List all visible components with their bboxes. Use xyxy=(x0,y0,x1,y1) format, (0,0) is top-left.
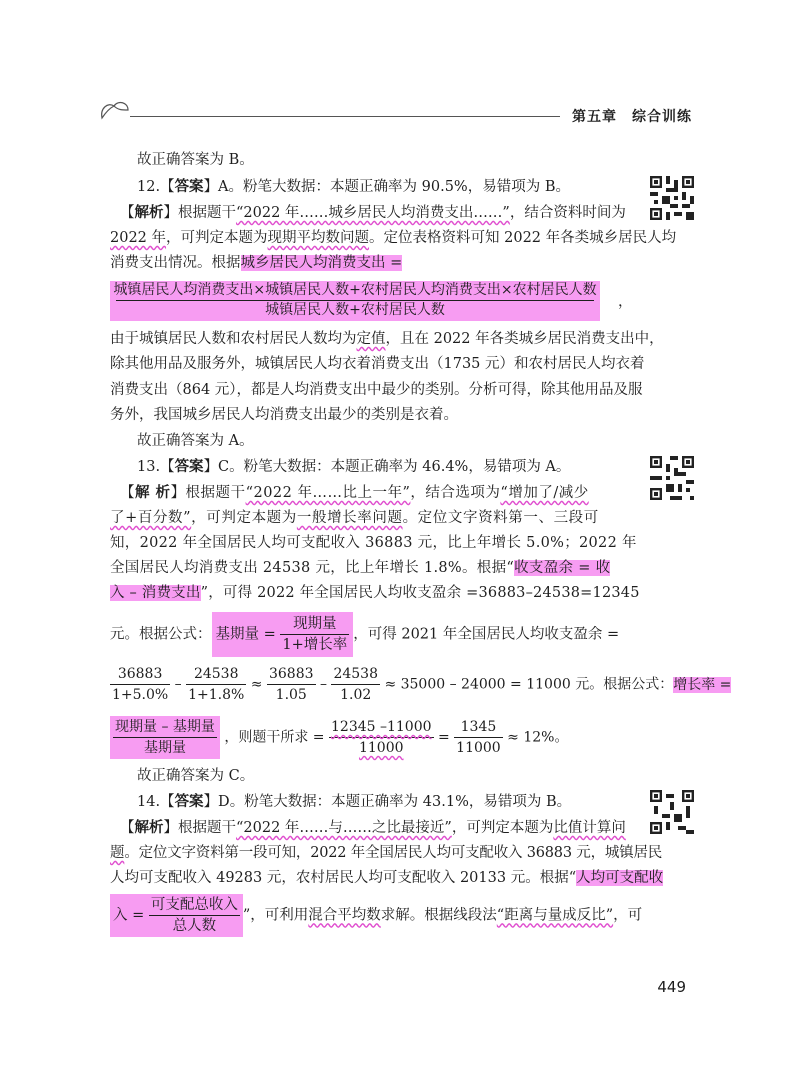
q12-conclusion: 故正确答案为 A。 xyxy=(137,433,254,449)
q13-analysis-line-6: 元。根据公式： 基期量 = $\frac{\text{现期量}}{\text{1+增长率}}$ ，可得 2021 年全国居民人均收支盈余 = xyxy=(110,612,619,658)
q12-analysis-line-1: 【解析】根据题干“2022 年……城乡居民人均消费支出……”，结合资料时间为 xyxy=(120,205,626,221)
comma: ， xyxy=(618,294,633,310)
q13-calculation-line: $\frac{36883}{1+5.0\%}$ – $\frac{24538}{1+1.8\%}$ ≈ $\frac{36883}{1.05}$ – $\frac{24538}{1.02}$ ≈ 35000 – 24000 = 11000 元。根据公式：增长率 = xyxy=(112,666,732,703)
q13-conclusion: 故正确答案为 C。 xyxy=(137,768,255,784)
qr-code-icon[interactable] xyxy=(650,456,694,500)
q12-answer: 12.【答案】A。粉笔大数据：本题正确率为 90.5%，易错项为 B。 xyxy=(137,179,570,195)
q12-analysis-line-4: 由于城镇居民人数和农村居民人数均为定值，且在 2022 年各类城乡居民消费支出中， xyxy=(110,331,664,347)
q14-analysis-line-2: 题。定位文字资料第一段可知，2022 年全国居民人均可支配收入 36883 元，城镇居民 xyxy=(110,845,663,861)
formula-numerator: 城镇居民人均消费支出×城镇居民人数+农村居民人均消费支出×农村居民人数 xyxy=(113,282,597,298)
formula-denominator: 城镇居民人数+农村居民人数 xyxy=(116,300,594,320)
q14-analysis-line-4: 入 = $\frac{\text{可支配总收入}}{\text{总人数}}$ ”，可利用混合平均数求解。根据线段法“距离与量成反比”，可 xyxy=(110,894,642,936)
q13-answer: 13.【答案】C。粉笔大数据：本题正确率为 46.4%，易错项为 A。 xyxy=(137,459,571,475)
q13-analysis-line-2: 了+百分数”，可判定本题为一般增长率问题。定位文字资料第一、三段可 xyxy=(110,510,599,526)
page-number: 449 xyxy=(657,978,686,996)
per-capita-income-formula: 入 = $\frac{\text{可支配总收入}}{\text{总人数}}$ xyxy=(110,894,243,937)
q11-conclusion: 故正确答案为 B。 xyxy=(137,152,254,168)
q12-analysis-line-6: 消费支出（864 元），都是人均消费支出中最少的类别。分析可得，除其他用品及服 xyxy=(110,382,643,398)
q13-analysis-line-3: 知，2022 年全国居民人均可支配收入 36883 元，比上年增长 5.0%；2022 年 xyxy=(110,535,637,551)
header-rule xyxy=(130,116,560,117)
q12-weighted-average-formula xyxy=(110,281,600,320)
q12-analysis-line-5: 除其他用品及服务外，城镇居民人均衣着消费支出（1735 元）和农村居民人均衣着 xyxy=(110,356,645,372)
q12-analysis-line-7: 务外，我国城乡居民人均消费支出最少的类别是衣着。 xyxy=(110,407,458,423)
qr-code-icon[interactable] xyxy=(650,790,694,834)
q14-analysis-line-1: 【解析】根据题干“2022 年……与……之比最接近”，可判定本题为比值计算问 xyxy=(120,820,626,836)
q13-analysis-line-1: 【解 析】根据题干“2022 年……比上一年”，结合选项为“增加了/减少 xyxy=(120,485,589,501)
chapter-title: 第五章 综合训练 xyxy=(572,109,692,125)
q12-analysis-line-2: 2022 年，可判定本题为现期平均数问题。定位表格资料可知 2022 年各类城乡居民人均 xyxy=(110,230,677,246)
qr-code-icon[interactable] xyxy=(650,176,694,220)
q13-analysis-line-5: 入 – 消费支出”，可得 2022 年全国居民人均收支盈余 =36883–24538=12345 xyxy=(110,585,640,601)
q13-growth-rate-line: $\frac{\text{现期量 – 基期量}}{\text{基期量}}$ ，则题干所求 = $\frac{12345 -11000}{11000}$ = $\frac{1345}{11000}$ ≈ 12%。 xyxy=(110,716,568,762)
q13-analysis-line-4: 全国居民人均消费支出 24538 元，比上年增长 1.8%。根据“收支盈余 = 收 xyxy=(110,560,611,576)
leaf-ornament-icon xyxy=(98,98,132,122)
q14-analysis-line-3: 人均可支配收入 49283 元，农村居民人均可支配收入 20133 元。根据“人均可支配收 xyxy=(110,870,664,886)
base-period-formula: 基期量 = $\frac{\text{现期量}}{\text{1+增长率}}$ xyxy=(212,612,354,657)
growth-rate-formula: $\frac{\text{现期量 – 基期量}}{\text{基期量}}$ xyxy=(110,716,220,759)
q14-answer: 14.【答案】D。粉笔大数据：本题正确率为 43.1%，易错项为 B。 xyxy=(137,794,572,810)
q12-analysis-line-3: 消费支出情况。根据城乡居民人均消费支出 = xyxy=(110,255,403,271)
